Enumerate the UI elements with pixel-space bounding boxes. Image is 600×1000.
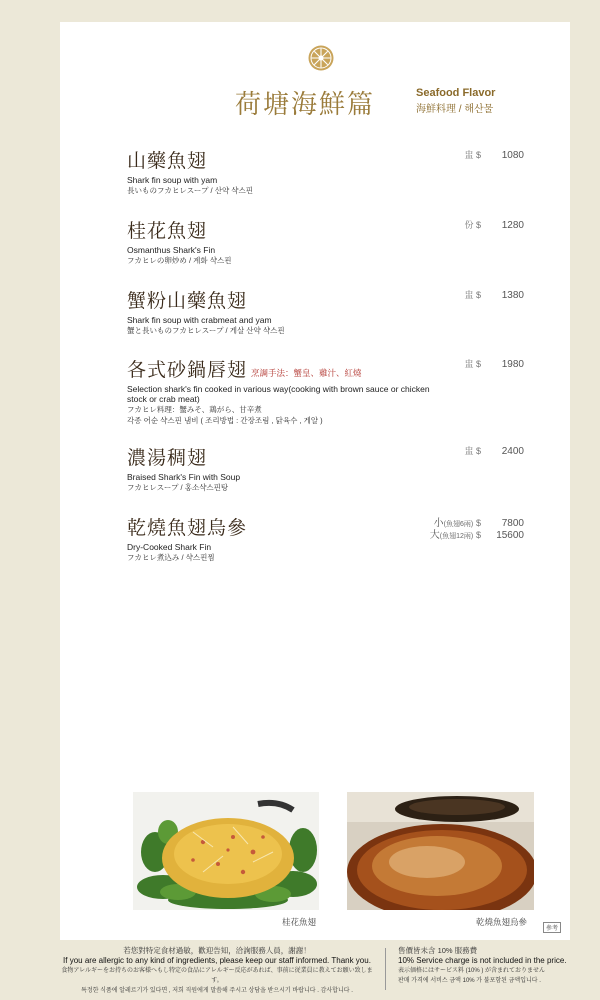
- lotus-wheel-icon: [307, 44, 335, 72]
- service-charge-notice: 售價皆未含 10% 服務費 10% Service charge is not included in the price. 表示価格にはサービス料 (10% ) が含まれておりません 판매 가격에 서비스 금액 10% 가 불포함된 금액입니다 .: [398, 946, 567, 984]
- dish-name-en: Shark fin soup with yam: [127, 175, 218, 185]
- dish-name-ko: 각종 어순 샥스핀 냄비 ( 조리방법 : 간장조림 , 닭육수 , 게알 ): [127, 416, 323, 425]
- dish-name: 乾燒魚翅烏參: [127, 517, 248, 539]
- footer: [0, 944, 600, 1000]
- dish-price: 份 $ 1280: [464, 220, 524, 231]
- photo-caption: 乾燒魚翅烏參: [476, 917, 528, 927]
- dish-name-ja: フカヒレ料理：蟹みそ、鶏がら、甘辛煮: [127, 405, 262, 414]
- dish-name-ja-ko: フカヒレスープ / 홍소샥스핀탕: [127, 483, 229, 492]
- dish-name-ja-ko: 蟹と長いものフカヒレスープ / 게살 산약 샥스핀: [127, 326, 285, 335]
- menu-item: [127, 286, 457, 336]
- menu-item: [127, 443, 457, 493]
- dish-name-en: Selection shark's fin cooked in various way(cooking with brown sauce or chicken stock or crab meat): [127, 384, 430, 404]
- dish-price: 盅 $ 1980: [464, 359, 524, 370]
- section-title: 荷塘海鮮篇: [235, 90, 376, 120]
- sample-tag: 參考: [543, 922, 561, 933]
- allergy-notice: 若您對特定食材過敏，歡迎告知，洽詢服務人員，謝謝！ If you are allergic to any kind of ingredients, please keep our staff informed. Thank you. 食物アレルギーをお持ちのお客様へもし特定の食品にアレルギー反応があれば、事前に従業員に教えてお願い致します。 특정한 식품에 알레르기가 있다면 , 저희 직원에게 말씀해 주시고 상담을 받으시기 바랍니다 . 감사합니다 .: [61, 946, 373, 994]
- menu-item: [127, 146, 457, 196]
- dish-name-ja-ko: 長いものフカヒレスープ / 산약 샥스핀: [127, 186, 254, 195]
- dish-name-en: Braised Shark's Fin with Soup: [127, 472, 241, 482]
- section-title-en: Seafood Flavor: [416, 87, 496, 99]
- dish-price: 盅 $ 1380: [464, 290, 524, 301]
- section-title-sub: 海鮮料理 / 해산물: [416, 104, 494, 115]
- dish-name: 山藥魚翅: [127, 150, 208, 172]
- dish-name-en: Osmanthus Shark's Fin: [127, 245, 216, 255]
- dish-name: 蟹粉山藥魚翅: [127, 290, 248, 312]
- dish-price: 盅 $ 1080: [464, 150, 524, 161]
- dish-price-large: 大(魚翅12兩) $ 15600: [429, 530, 524, 541]
- dish-photo-osmanthus-shark-fin: [133, 792, 319, 910]
- dish-name-en: Shark fin soup with crabmeat and yam: [127, 315, 272, 325]
- photo-caption: 桂花魚翅: [282, 917, 317, 927]
- dish-name-ja-ko: フカヒレの卵炒め / 계화 샥스핀: [127, 256, 232, 265]
- cooking-method-note: 烹調手法：蟹皇、雞汁、紅燒: [251, 369, 362, 379]
- dish-name-ja-ko: フカヒレ煮込み / 샥스핀찜: [127, 553, 215, 562]
- dish-price-small: 小(魚翅6兩) $ 7800: [433, 518, 524, 529]
- dish-name: 各式砂鍋唇翅 烹調手法：蟹皇、雞汁、紅燒: [127, 359, 362, 381]
- dish-name: 桂花魚翅: [127, 220, 208, 242]
- menu-item: [127, 513, 457, 563]
- dish-name: 濃湯稠翅: [127, 447, 208, 469]
- footer-divider: [385, 948, 386, 990]
- menu-item: [127, 216, 457, 266]
- dish-name-en: Dry-Cooked Shark Fin: [127, 542, 212, 552]
- dish-price: 盅 $ 2400: [464, 446, 524, 457]
- menu-item: [127, 355, 442, 426]
- dish-photo-dry-cooked-shark-fin: [347, 792, 534, 910]
